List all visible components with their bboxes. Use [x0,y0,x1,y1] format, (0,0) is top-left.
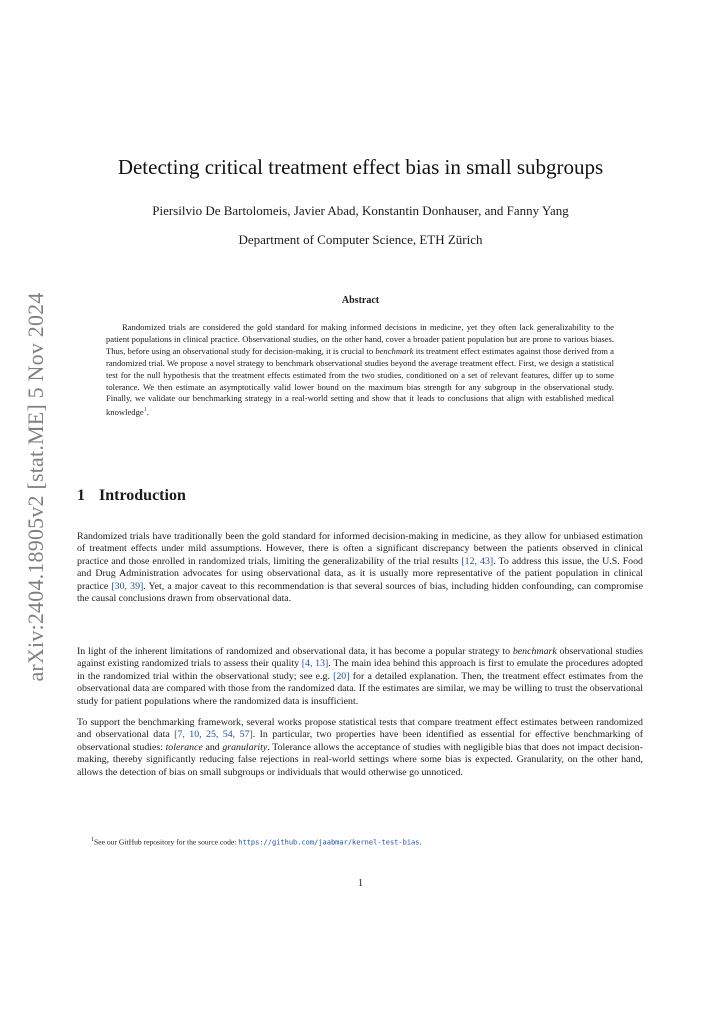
p3-text-a: To support the benchmarking framework, several works propose statistical tests that compare treatment effect estimates between randomized and observational data [77,717,643,741]
p1-text-b: . To address this issue, the U.S. Food and Drug Administration advocates for using observational data, as it is usually more representative of the patient population in clinical practice [77,555,643,592]
paper-title: Detecting critical treatment effect bias in small subgroups [117,155,604,179]
abstract-text-b: its treatment effect estimates against those derived from a randomized trial. We propose a novel strategy to benchmark observational studies beyond the average treatment effect. First, we design a statistical test for the null hypothesis that the treatment effects estimated from the two studies, conditioned on a set of relevant features, differ up to some tolerance. We then estimate an asymptotically valid lower bound on the maximum bias strength for any subgroup in the observational study. Finally, we validate our benchmarking strategy in a real-world setting and show that it leads to conclusions that align with established medical knowledge [106,345,614,418]
citation-link[interactable]: [20] [333,670,350,682]
paragraph-1 [77,531,643,606]
p2-text-a: In light of the inherent limitations of randomized and observational data, it has become a popular strategy to [77,646,513,657]
footnote [77,835,643,848]
footnote-url-link[interactable]: https://github.com/jaabmar/kernel-test-bias [238,838,420,847]
author-list: Piersilvio De Bartolomeis, Javier Abad, Konstantin Donhauser, and Fanny Yang [152,203,569,218]
footnote-end: . [419,837,422,847]
p1-text-a: Randomized trials have traditionally been the gold standard for informed decision-making in medicine, as they allow for unbiased estimation of treatment effects under mild assumptions. However, there is often a significant discrepancy between the patients observed in clinical practice and those enrolled in randomized trials, limiting the generalizability of the trial results [77,531,643,567]
footnote-text: See our GitHub repository for the source code: [94,837,239,847]
abstract-text-a: Randomized trials are considered the gold standard for making informed decisions in medicine, yet they often lack generalizability to the patient populations in clinical practice. Observational studies, on the other hand, cover a broader patient population but are prone to various biases. Thus, before using an observational study for decision-making, it is crucial to [106,322,614,356]
p2-text-b: observational studies against existing randomized trials to assess their quality [77,646,643,670]
p3-text-c: . Tolerance allows the acceptance of studies with negligible bias that does not impact decision-making, thereby significantly reducing false rejections in real-world settings where some bias is expected. Granularity, on the other hand, allows the detection of bias on small subgroups or individuals that would otherwise go unnoticed. [77,741,643,778]
affiliation: Department of Computer Science, ETH Zürich [238,232,483,247]
paragraph-3 [77,717,643,779]
arxiv-identifier-text: arXiv:2404.18905v2 [stat.ME] 5 Nov 2024 [23,292,48,682]
abstract-footnote-mark[interactable]: 1 [143,407,147,414]
citation-link[interactable]: [12, 43] [461,555,494,567]
p2-text-d: for a detailed explanation. Then, the treatment effect estimates from the observational data are compared with those from the randomized data. If the estimates are similar, we may be willing to trust the observational study for patient populations where the randomized data is insufficient. [77,670,643,707]
p1-text-c: . Yet, a major caveat to this recommendation is that several sources of bias, including hidden confounding, can compromise the causal conclusions drawn from observational data. [77,580,643,605]
abstract-body [106,322,614,419]
abstract-heading: Abstract [341,295,380,306]
abstract-end: . [146,407,149,418]
section-title: Introduction [99,487,186,504]
section-heading [77,487,186,505]
arxiv-identifier [20,292,52,682]
citation-link[interactable]: [7, 10, 25, 54, 57] [174,729,253,741]
p3-emphasis-tolerance: tolerance [165,741,203,753]
p2-emphasis: benchmark [512,646,557,657]
footnote-mark: 1 [91,837,94,843]
p3-text-b: . In particular, two properties have been identified as essential for effective benchmarking of observational studies: [77,729,643,753]
p2-text-c: . The main idea behind this approach is first to emulate the procedures adopted in the randomized trial within the observational study; see e.g. [77,658,643,682]
citation-link[interactable]: [4, 13] [301,658,329,670]
p3-emphasis-granularity: granularity [222,741,268,753]
page-number: 1 [358,878,363,889]
citation-link[interactable]: [30, 39] [111,580,144,592]
p3-and: and [202,741,223,753]
section-number: 1 [77,487,85,504]
abstract-emphasis: benchmark [375,345,414,356]
paragraph-2 [77,646,643,708]
